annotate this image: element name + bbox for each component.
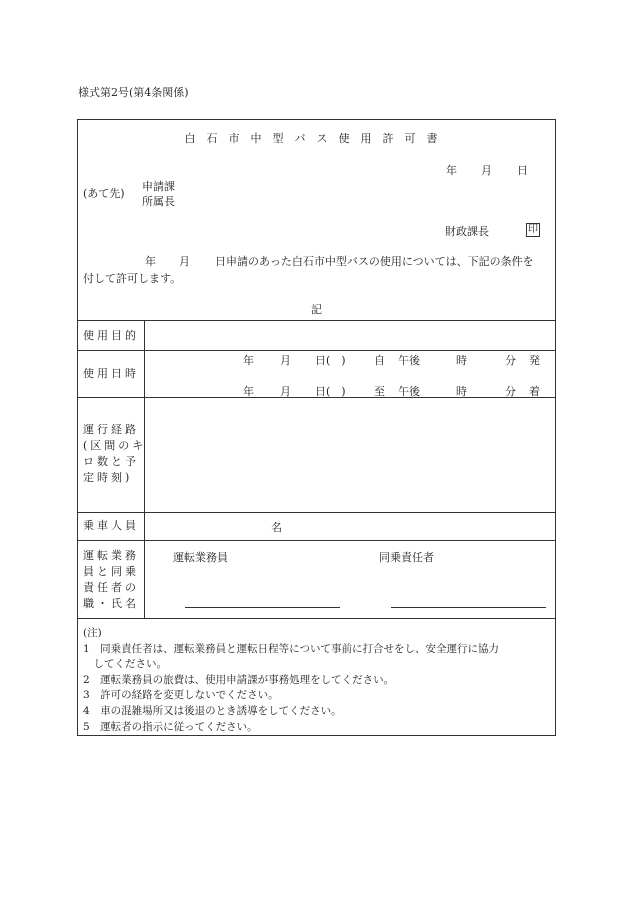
staff-label-line: 職・氏名 <box>83 597 139 610</box>
notes-section <box>83 626 499 735</box>
route-label-line: ロ数と予 <box>83 455 139 468</box>
notes-heading: (注) <box>83 627 102 639</box>
rule-passengers-bottom <box>78 540 555 541</box>
dt2-year: 年 <box>243 385 254 398</box>
body-year-label: 年 <box>145 255 156 268</box>
dt1-month: 月 <box>280 354 291 367</box>
note-item: してください。 <box>83 658 167 671</box>
seal-mark: 印 <box>528 224 538 235</box>
passengers-label: 乗車人員 <box>83 519 139 532</box>
dt2-month: 月 <box>280 385 291 398</box>
dt1-minute: 分 <box>505 354 516 367</box>
dt2-day: 日( ) <box>315 385 346 398</box>
rule-staff-bottom <box>78 618 555 619</box>
dt1-status: 発 <box>529 354 540 367</box>
table-top-rule <box>78 320 555 321</box>
route-label <box>83 422 146 486</box>
staff-label <box>83 548 139 612</box>
staff-label-line: 員と同乗 <box>83 565 139 578</box>
addressee-prefix: (あて先) <box>83 187 125 200</box>
ki-label: 記 <box>311 303 322 316</box>
rule-route-bottom <box>78 512 555 513</box>
dt2-minute: 分 <box>505 385 516 398</box>
note-item: 5 運転者の指示に従ってください。 <box>83 720 258 733</box>
rule-purpose-bottom <box>78 350 555 351</box>
route-label-line: 運行経路 <box>83 423 139 436</box>
passengers-unit: 名 <box>271 521 282 534</box>
issuer-title: 財政課長 <box>445 225 489 238</box>
dt1-year: 年 <box>243 354 254 367</box>
purpose-label: 使用目的 <box>83 329 139 342</box>
body-month-label: 月 <box>179 255 190 268</box>
dt2-ampm: 午後 <box>398 385 420 398</box>
header-month-label: 月 <box>481 164 492 177</box>
staff-label-line: 運転業務 <box>83 549 139 562</box>
header-year-label: 年 <box>446 164 457 177</box>
route-label-line: (区間のキ <box>83 439 147 452</box>
body-text-line1: 日申請のあった白石市中型バスの使用については、下記の条件を <box>215 255 534 268</box>
escort-signature-line <box>391 607 546 608</box>
dt1-day: 日( ) <box>315 354 346 367</box>
dt1-kind: 自 <box>374 354 385 367</box>
dt1-ampm: 午後 <box>398 354 420 367</box>
dt1-hour: 時 <box>456 354 467 367</box>
escort-label: 同乗責任者 <box>379 551 434 564</box>
permit-form <box>77 119 556 736</box>
note-item: 1 同乗責任者は、運転業務員と運転日程等について事前に打合せをし、安全運行に協力 <box>83 642 499 655</box>
dt2-hour: 時 <box>456 385 467 398</box>
note-item: 4 車の混雑場所又は後退のとき誘導をしてください。 <box>83 704 342 717</box>
body-text-line2: 付して許可します。 <box>83 272 182 285</box>
dt2-kind: 至 <box>374 385 385 398</box>
dt2-status: 着 <box>529 385 540 398</box>
driver-signature-line <box>185 607 340 608</box>
datetime-label: 使用日時 <box>83 367 139 380</box>
document-title: 白石市中型バス使用許可書 <box>184 132 449 145</box>
note-item: 2 運転業務員の旅費は、使用申請課が事務処理をしてください。 <box>83 673 395 686</box>
addressee-dept: 申請課 <box>142 180 175 193</box>
form-number-label: 様式第2号(第4条関係) <box>78 86 189 99</box>
note-item: 3 許可の経路を変更しないでください。 <box>83 689 279 702</box>
addressee-head: 所属長 <box>142 195 175 208</box>
header-day-label: 日 <box>517 164 528 177</box>
driver-label: 運転業務員 <box>173 551 228 564</box>
staff-label-line: 責任者の <box>83 581 139 594</box>
route-label-line: 定時刻) <box>83 471 133 484</box>
